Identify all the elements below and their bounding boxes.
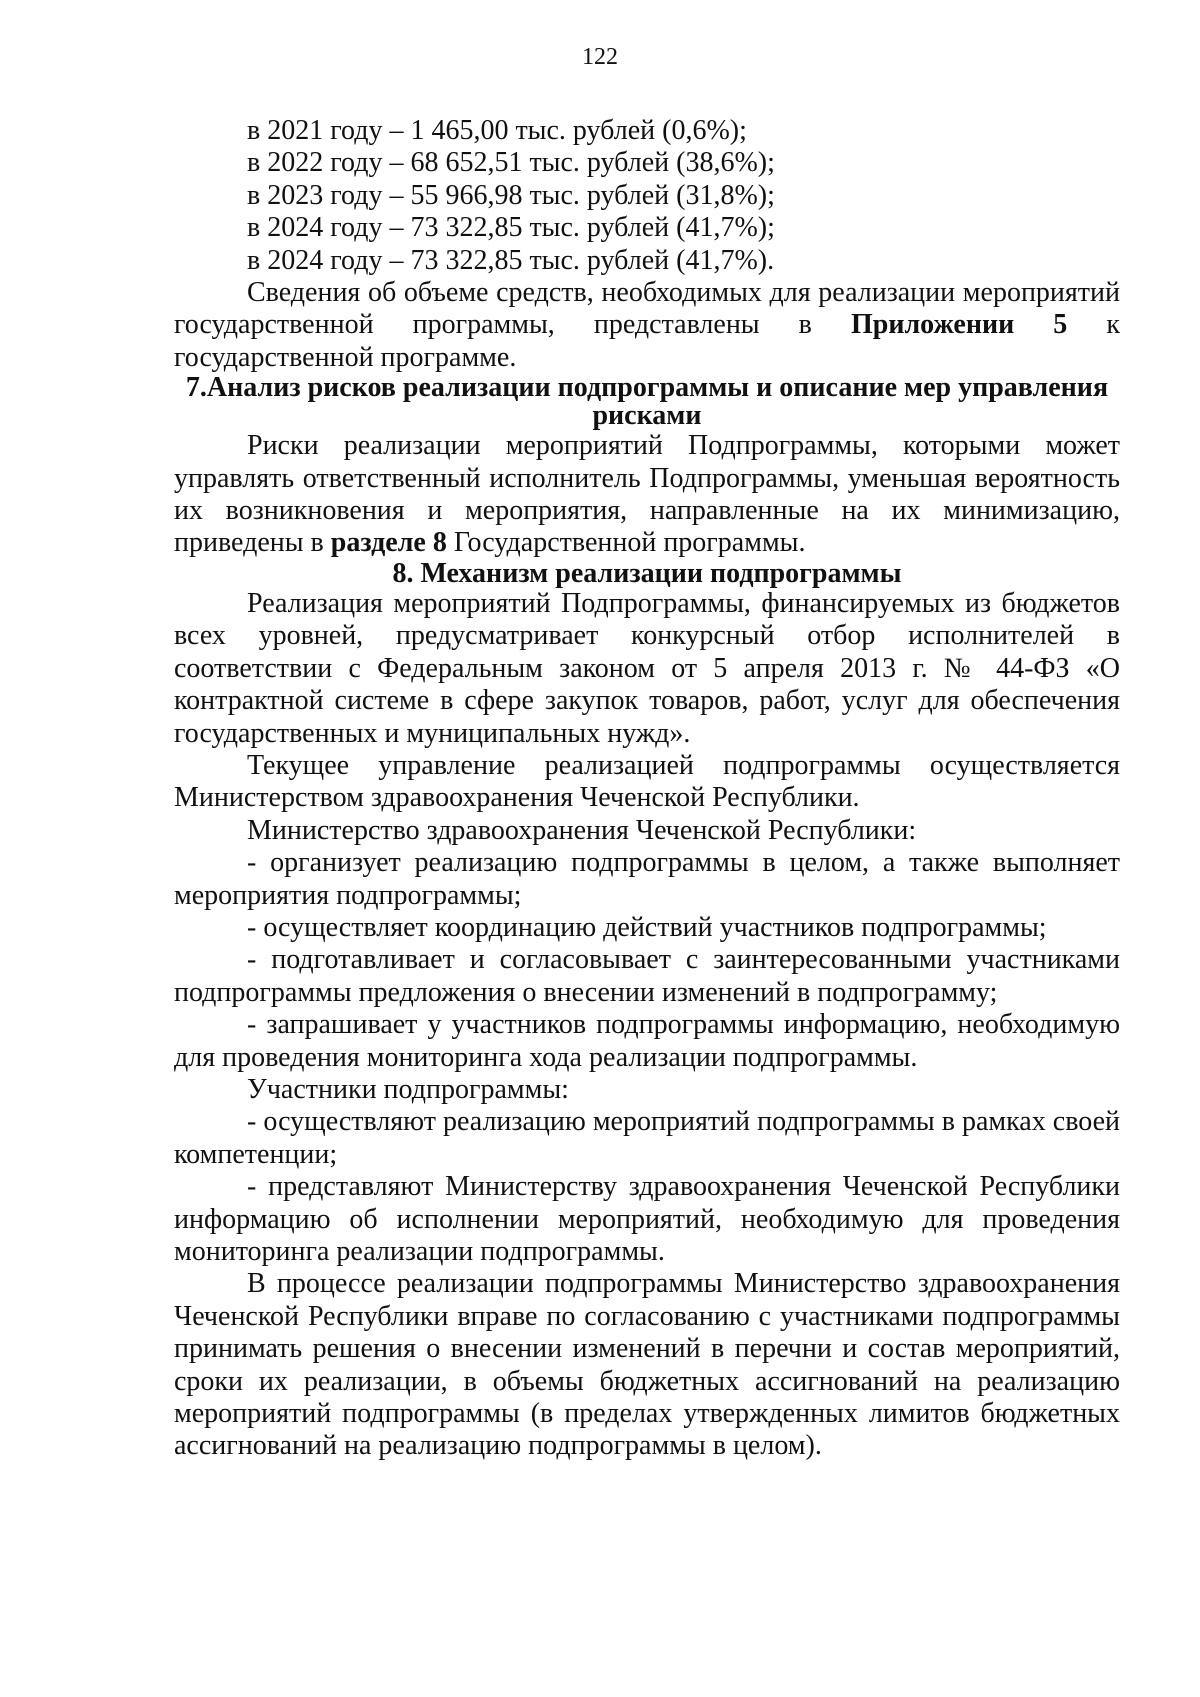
risks-text: Риски реализации мероприятий Подпрограммы, которыми может управлять ответственный исполнитель Подпрограммы, уменьшая вероятность их возникновения и мероприятия, направленные на их минимизацию, приведены в <box>174 430 1120 559</box>
funding-line: в 2024 году – 73 322,85 тыс. рублей (41,7%); <box>247 212 775 244</box>
funding-line: в 2021 году – 1 465,00 тыс. рублей (0,6%); <box>247 115 747 146</box>
list-item: - запрашивает у участников подпрограммы информацию, необходимую для проведения мониторинга хода реализации подпрограммы. <box>174 1009 1120 1073</box>
management-paragraph: Текущее управление реализацией подпрограммы осуществляется Министерством здравоохранения Чеченской Республики. <box>174 749 1120 814</box>
section-7-heading: 7.Анализ рисков реализации подпрограммы и описание мер управления рисками <box>185 372 1109 432</box>
funding-list <box>174 115 1120 277</box>
section-8-heading: 8. Механизм реализации подпрограммы <box>392 557 902 589</box>
participants-heading: Участники подпрограммы: <box>247 1073 569 1105</box>
funding-line: в 2023 году – 55 966,98 тыс. рублей (31,8%); <box>247 179 775 211</box>
funding-line: в 2024 году – 73 322,85 тыс. рублей (41,7%). <box>247 244 775 276</box>
ministry-duties-list <box>174 847 1120 1074</box>
risks-paragraph <box>174 430 1120 560</box>
funding-note-text-end: к государственной программе. <box>174 309 1120 373</box>
appendix-reference: Приложении 5 <box>850 309 1068 341</box>
funding-note-text: Сведения об объеме средств, необходимых для реализации мероприятий государственной программы, представлены в <box>174 277 1120 341</box>
list-item: - осуществляет координацию действий участников подпрограммы; <box>247 911 1047 943</box>
list-item: - подготавливает и согласовывает с заинтересованными участниками подпрограммы предложения о внесении изменений в подпрограмму; <box>174 944 1120 1008</box>
participant-duties-list <box>174 1106 1120 1268</box>
risks-text-end: Государственной программы. <box>446 527 806 559</box>
closing-paragraph: В процессе реализации подпрограммы Министерство здравоохранения Чеченской Республики вправе по согласованию с участниками подпрограммы принимать решения о внесении изменений в перечни и состав мероприятий, сроки их реализации, в объемы бюджетных ассигнований на реализацию мероприятий подпрограммы (в пределах утвержденных лимитов бюджетных ассигнований на реализацию подпрограммы в целом). <box>174 1268 1120 1462</box>
procurement-paragraph: Реализация мероприятий Подпрограммы, финансируемых из бюджетов всех уровней, предусматривает конкурсный отбор исполнителей в соответствии с Федеральным законом от 5 апреля 2013 г. № 44-ФЗ «О контрактной системе в сфере закупок товаров, работ, услуг для обеспечения государственных и муниципальных нужд». <box>174 587 1120 749</box>
section-reference: разделе 8 <box>330 527 447 559</box>
list-item: - представляют Министерству здравоохранения Чеченской Республики информацию об исполнении мероприятий, необходимую для проведения мониторинга реализации подпрограммы. <box>174 1171 1120 1267</box>
list-item: - организует реализацию подпрограммы в целом, а также выполняет мероприятия подпрограммы; <box>174 847 1120 911</box>
page-number: 122 <box>582 44 618 70</box>
funding-note-paragraph <box>174 277 1120 374</box>
document-body <box>174 115 1120 1463</box>
ministry-heading: Министерство здравоохранения Чеченской Республики: <box>247 814 917 846</box>
funding-line: в 2022 году – 68 652,51 тыс. рублей (38,6%); <box>247 147 775 179</box>
list-item: - осуществляют реализацию мероприятий подпрограммы в рамках своей компетенции; <box>174 1106 1120 1170</box>
